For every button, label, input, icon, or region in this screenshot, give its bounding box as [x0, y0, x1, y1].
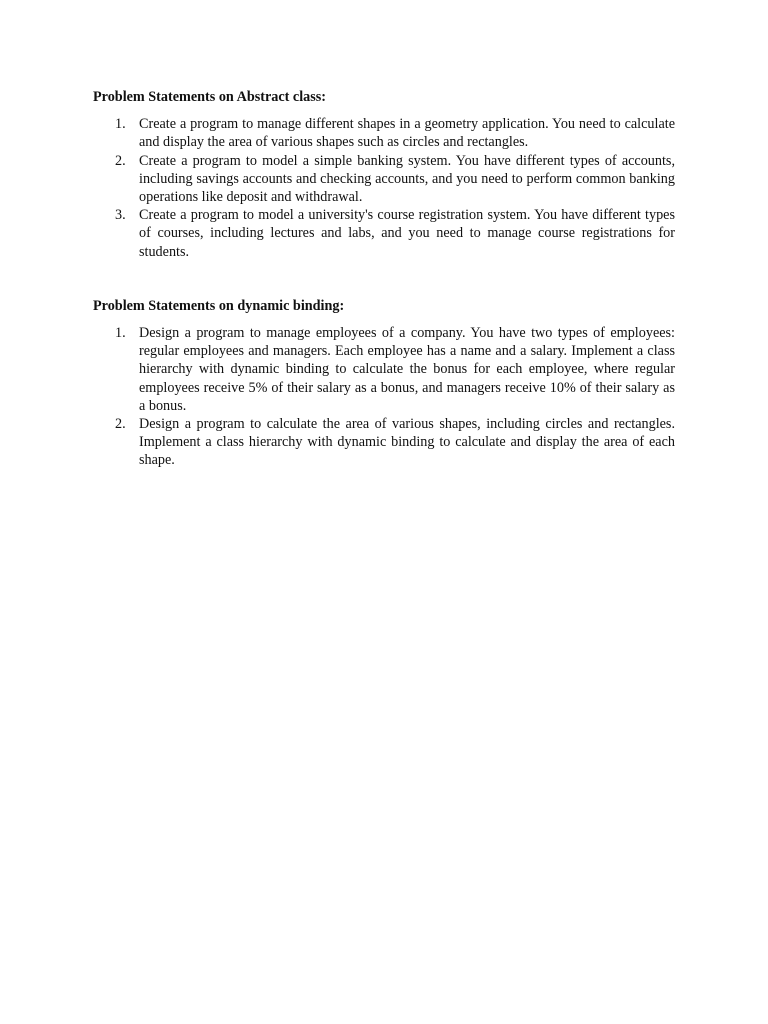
document-page [93, 88, 675, 470]
item-text: Create a program to manage different shapes in a geometry application. You need to calculate and display the area of various shapes such as circles and rectangles. [139, 116, 675, 151]
item-text: Design a program to manage employees of a company. You have two types of employees: regular employees and managers. Each employee has a name and a salary. Implement a class hierarchy with dynamic binding to calculate the bonus for each employee, where regular employees receive 5% of their salary as a bonus, and managers receive 10% of their salary as a bonus. [139, 325, 675, 414]
item-number: 1. [115, 325, 126, 342]
item-number: 1. [115, 116, 126, 133]
section-dynamic-binding [93, 297, 675, 470]
list-item [93, 415, 675, 470]
section-abstract-class [93, 88, 675, 261]
list-item [93, 206, 675, 261]
item-number: 2. [115, 152, 126, 169]
list-item [93, 152, 675, 207]
item-number: 2. [115, 416, 126, 433]
problem-list [93, 115, 675, 261]
section-heading: Problem Statements on dynamic binding: [93, 297, 345, 314]
list-item [93, 115, 675, 151]
item-text: Create a program to model a university's course registration system. You have different types of courses, including lectures and labs, and you need to manage course registrations for students. [139, 207, 675, 260]
section-heading: Problem Statements on Abstract class: [93, 89, 327, 105]
problem-list [93, 324, 675, 470]
list-item [93, 324, 675, 415]
item-text: Create a program to model a simple banking system. You have different types of accounts, including savings accounts and checking accounts, and you need to perform common banking operations like deposit and withdrawal. [139, 152, 675, 206]
item-text: Design a program to calculate the area of various shapes, including circles and rectangles. Implement a class hierarchy with dynamic binding to calculate and display the area of each shape. [139, 416, 675, 469]
item-number: 3. [115, 207, 126, 224]
